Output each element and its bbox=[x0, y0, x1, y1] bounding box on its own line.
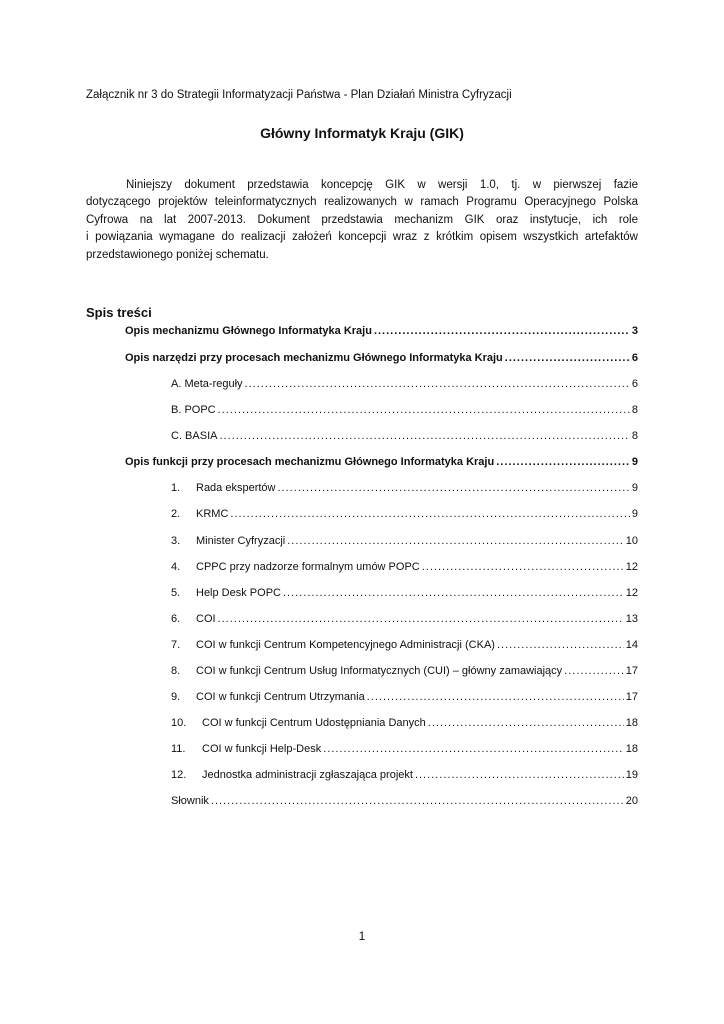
toc-entry-title: COI bbox=[196, 613, 216, 625]
toc-entry[interactable] bbox=[171, 639, 638, 655]
toc-entry-page: 12 bbox=[625, 587, 638, 599]
toc-entry-title: Opis funkcji przy procesach mechanizmu Głównego Informatyka Kraju bbox=[125, 456, 495, 468]
toc-leader-dots bbox=[367, 691, 624, 703]
toc-entry-page: 9 bbox=[631, 456, 638, 468]
toc-entry[interactable] bbox=[171, 769, 638, 785]
toc-entry[interactable] bbox=[171, 587, 638, 603]
toc-entry-title: Rada ekspertów bbox=[196, 482, 276, 494]
toc-entry-page: 18 bbox=[625, 717, 638, 729]
toc-entry-page: 17 bbox=[625, 691, 638, 703]
toc-entry-page: 12 bbox=[625, 561, 638, 573]
toc-entry[interactable] bbox=[125, 352, 638, 368]
toc-leader-dots bbox=[497, 639, 624, 651]
toc-entry-page: 9 bbox=[631, 508, 638, 520]
toc-entry-page: 19 bbox=[625, 769, 638, 781]
toc-leader-dots bbox=[564, 665, 624, 677]
toc-leader-dots bbox=[323, 743, 624, 755]
toc-entry-number: 5. bbox=[171, 587, 181, 599]
intro-paragraph bbox=[86, 177, 638, 264]
toc-entry-number: 9. bbox=[171, 691, 181, 703]
intro-line: Niniejszy dokument przedstawia koncepcję GIK w wersji 1.0, tj. w pierwszej fazie bbox=[126, 179, 638, 191]
toc-leader-dots bbox=[278, 482, 630, 494]
toc-leader-dots bbox=[496, 456, 630, 468]
toc-leader-dots bbox=[211, 795, 624, 807]
toc-entry-page: 14 bbox=[625, 639, 638, 651]
toc-entry-page: 6 bbox=[631, 352, 638, 364]
toc-entry-number: 3. bbox=[171, 535, 181, 547]
toc-leader-dots bbox=[245, 378, 630, 390]
toc-entry-page: 13 bbox=[625, 613, 638, 625]
toc-entry-title: Opis mechanizmu Głównego Informatyka Kraju bbox=[125, 325, 372, 337]
toc-entry-page: 20 bbox=[625, 795, 638, 807]
document-header: Załącznik nr 3 do Strategii Informatyzacji Państwa - Plan Działań Ministra Cyfryzacji bbox=[86, 89, 512, 101]
toc-leader-dots bbox=[218, 404, 630, 416]
toc-entry-number: 4. bbox=[171, 561, 181, 573]
toc-leader-dots bbox=[374, 325, 630, 337]
toc-entry-page: 6 bbox=[631, 378, 638, 390]
toc-entry[interactable] bbox=[125, 325, 638, 341]
toc-entry-page: 3 bbox=[631, 325, 638, 337]
toc-entry-title: Jednostka administracji zgłaszająca projekt bbox=[202, 769, 413, 781]
toc-entry[interactable] bbox=[171, 482, 638, 498]
toc-leader-dots bbox=[422, 561, 624, 573]
toc-leader-dots bbox=[415, 769, 624, 781]
toc-entry-title: C. BASIA bbox=[171, 430, 218, 442]
toc-entry[interactable] bbox=[171, 795, 638, 811]
toc-leader-dots bbox=[218, 613, 624, 625]
toc-entry[interactable] bbox=[171, 430, 638, 446]
toc-entry-title: CPPC przy nadzorze formalnym umów POPC bbox=[196, 561, 420, 573]
toc-leader-dots bbox=[219, 430, 629, 442]
toc-entry-title: KRMC bbox=[196, 508, 229, 520]
toc-entry[interactable] bbox=[171, 508, 638, 524]
toc-entry[interactable] bbox=[125, 456, 638, 472]
toc-entry-number: 7. bbox=[171, 639, 181, 651]
toc-entry[interactable] bbox=[171, 665, 638, 681]
toc-entry-title: Opis narzędzi przy procesach mechanizmu Głównego Informatyka Kraju bbox=[125, 352, 503, 364]
toc-entry-number: 8. bbox=[171, 665, 181, 677]
toc-entry-title: Słownik bbox=[171, 795, 209, 807]
toc-entry[interactable] bbox=[171, 378, 638, 394]
toc-entry[interactable] bbox=[171, 717, 638, 733]
toc-entry[interactable] bbox=[171, 561, 638, 577]
toc-entry-number: 2. bbox=[171, 508, 181, 520]
document-title: Główny Informatyk Kraju (GIK) bbox=[260, 125, 464, 141]
toc-entry-title: Help Desk POPC bbox=[196, 587, 281, 599]
toc-entry-number: 12. bbox=[171, 769, 187, 781]
intro-line: przedstawionego poniżej schematu. bbox=[86, 248, 269, 261]
toc-entry-page: 8 bbox=[631, 404, 638, 416]
toc-leader-dots bbox=[428, 717, 624, 729]
toc-entry-page: 17 bbox=[625, 665, 638, 677]
toc-entry-number: 1. bbox=[171, 482, 181, 494]
page-number: 1 bbox=[358, 929, 366, 943]
toc-entry-page: 8 bbox=[631, 430, 638, 442]
intro-line: Cyfrowa na lat 2007-2013. Dokument przedstawia mechanizm GIK oraz instytucje, ich role bbox=[86, 213, 638, 226]
toc-entry-title: COI w funkcji Centrum Udostępniania Danych bbox=[202, 717, 426, 729]
toc-entry-number: 6. bbox=[171, 613, 181, 625]
toc-entry[interactable] bbox=[171, 535, 638, 551]
toc-entry[interactable] bbox=[171, 613, 638, 629]
toc-entry-title: COI w funkcji Centrum Kompetencyjnego Administracji (CKA) bbox=[196, 639, 495, 651]
toc-entry-page: 9 bbox=[631, 482, 638, 494]
toc-entry[interactable] bbox=[171, 743, 638, 759]
toc-entry-number: 11. bbox=[171, 743, 186, 755]
toc-leader-dots bbox=[505, 352, 630, 364]
toc-entry[interactable] bbox=[171, 404, 638, 420]
toc-entry-number: 10. bbox=[171, 717, 187, 729]
toc-entry-title: COI w funkcji Centrum Usług Informatycznych (CUI) – główny zamawiający bbox=[196, 665, 563, 677]
toc-entry-title: Minister Cyfryzacji bbox=[196, 535, 286, 547]
toc-leader-dots bbox=[230, 508, 629, 520]
intro-line: dotyczącego projektów teleinformatycznych realizowanych w ramach Programu Operacyjnego Polska bbox=[86, 196, 638, 209]
toc-entry-page: 10 bbox=[625, 535, 638, 547]
toc-leader-dots bbox=[283, 587, 624, 599]
toc-entry[interactable] bbox=[171, 691, 638, 707]
intro-line: i powiązania wymagane do realizacji założeń koncepcji wraz z krótkim opisem wszystkich artefaktów bbox=[86, 231, 638, 244]
toc-heading: Spis treści bbox=[86, 305, 152, 320]
toc-leader-dots bbox=[287, 535, 624, 547]
toc-entry-page: 18 bbox=[625, 743, 638, 755]
toc-entry-title: COI w funkcji Centrum Utrzymania bbox=[196, 691, 365, 703]
toc-entry-title: COI w funkcji Help-Desk bbox=[202, 743, 322, 755]
toc-entry-title: A. Meta-reguły bbox=[171, 378, 243, 390]
toc-entry-title: B. POPC bbox=[171, 404, 216, 416]
